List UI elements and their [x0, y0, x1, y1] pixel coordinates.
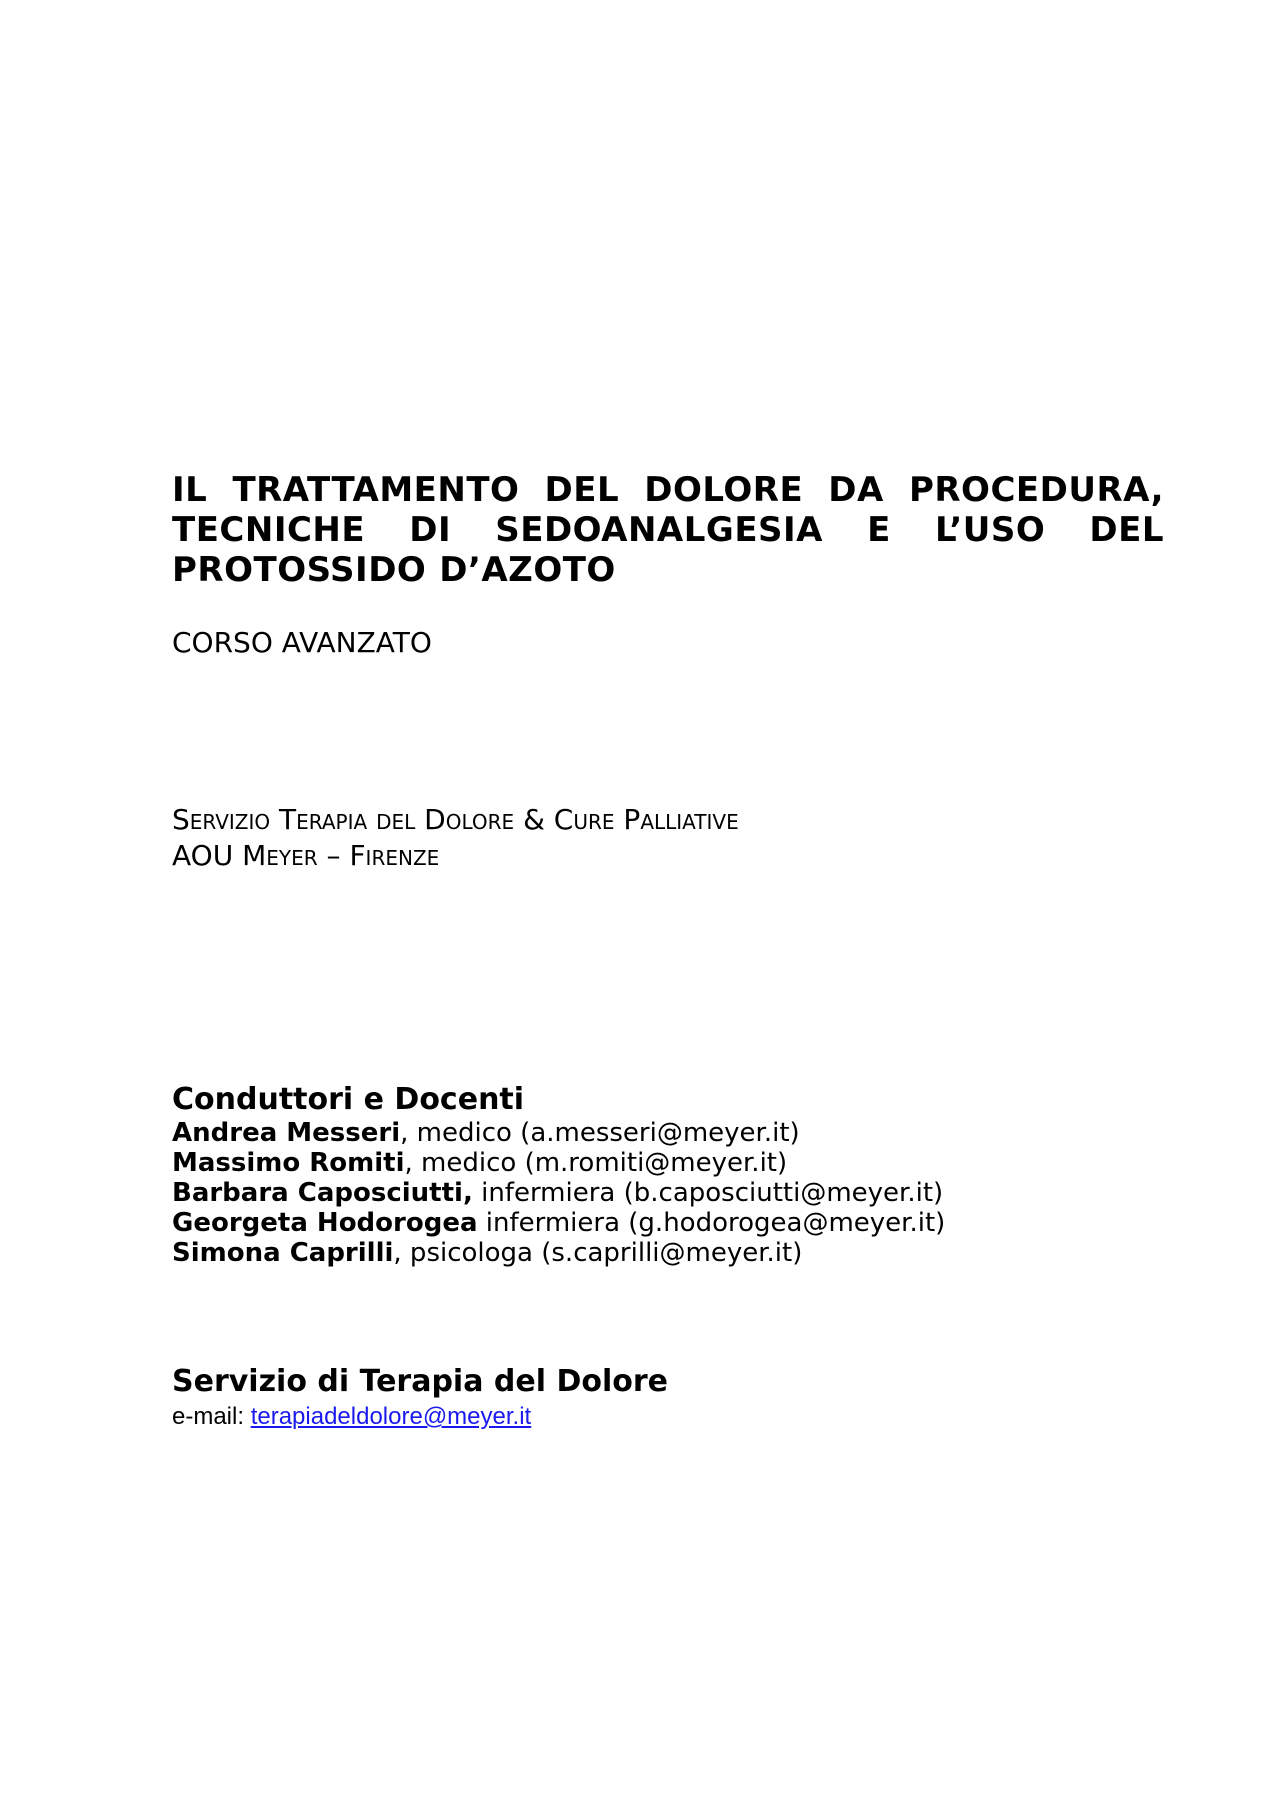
title-line-3 — [172, 550, 1164, 590]
course-level: CORSO AVANZATO — [172, 626, 432, 659]
title-word: DI — [409, 510, 452, 550]
service-name: Servizio Terapia del Dolore & Cure Palliative — [172, 803, 739, 836]
title-word: DA — [828, 470, 884, 510]
person-detail: , medico (a.messeri@meyer.it) — [400, 1118, 800, 1148]
hospital-name: AOU Meyer – Firenze — [172, 839, 440, 872]
title-word: L’USO — [934, 510, 1046, 550]
document-title — [172, 470, 1164, 590]
contact-email-line — [172, 1402, 531, 1432]
title-line-1 — [172, 470, 1164, 510]
list-item — [172, 1118, 945, 1148]
title-word: DEL — [1089, 510, 1164, 550]
title-word: TECNICHE — [172, 510, 366, 550]
person-name: Georgeta Hodorogea — [172, 1208, 478, 1238]
list-item — [172, 1208, 945, 1238]
person-detail: , psicologa (s.caprilli@meyer.it) — [393, 1238, 803, 1268]
email-label: e-mail: — [172, 1403, 251, 1430]
person-name: Massimo Romiti — [172, 1148, 405, 1178]
service-info — [172, 802, 739, 874]
list-item — [172, 1148, 945, 1178]
title-word: TRATTAMENTO — [232, 470, 520, 510]
title-word: PROTOSSIDO — [172, 550, 427, 590]
person-name: Barbara Caposciutti, — [172, 1178, 473, 1208]
list-item — [172, 1238, 945, 1268]
person-name: Simona Caprilli — [172, 1238, 394, 1268]
contact-heading: Servizio di Terapia del Dolore — [172, 1364, 668, 1399]
person-detail: , medico (m.romiti@meyer.it) — [404, 1148, 788, 1178]
person-name: Andrea Messeri — [172, 1118, 401, 1148]
title-word: DOLORE — [644, 470, 804, 510]
people-heading: Conduttori e Docenti — [172, 1082, 525, 1117]
title-word: PROCEDURA, — [908, 470, 1164, 510]
title-line-2 — [172, 510, 1164, 550]
title-word: SEDOANALGESIA — [495, 510, 823, 550]
title-word: E — [867, 510, 891, 550]
person-detail: infermiera (b.caposciutti@meyer.it) — [472, 1178, 944, 1208]
email-link[interactable]: terapiadeldolore@meyer.it — [250, 1403, 532, 1430]
list-item — [172, 1178, 945, 1208]
title-word: IL — [172, 470, 208, 510]
person-detail: infermiera (g.hodorogea@meyer.it) — [477, 1208, 946, 1238]
people-list — [172, 1118, 945, 1268]
title-word: D’AZOTO — [439, 550, 616, 590]
title-word: DEL — [544, 470, 620, 510]
